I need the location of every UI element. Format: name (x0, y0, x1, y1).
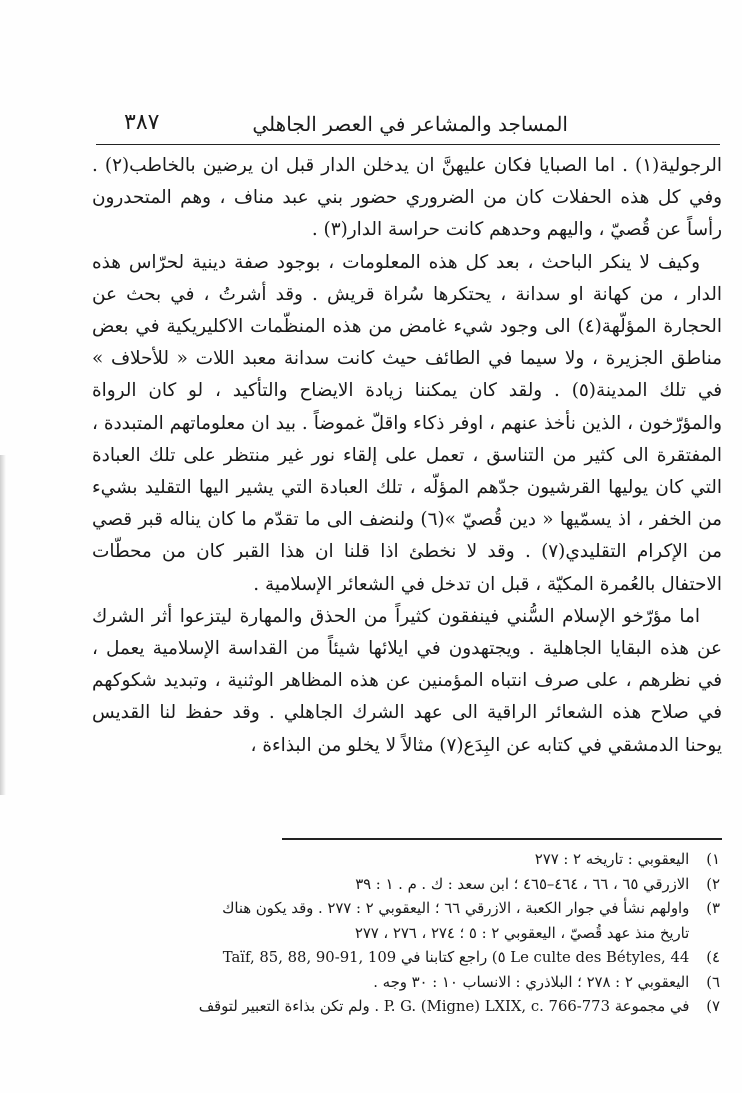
footnote-text: تاريخ منذ عهد قُصيّ ، اليعقوبي ٢ : ٥ ؛ ٢٧٤ ، ٢٧٦ ، ٢٧٧ (354, 924, 690, 942)
footnote (90, 873, 720, 898)
page-number: ٣٨٧ (124, 110, 160, 135)
chapter-title: المساجد والمشاعر في العصر الجاهلي (252, 112, 568, 136)
footnote-continuation (90, 922, 720, 947)
footnote-number: ٦) (706, 973, 720, 991)
main-text (92, 150, 722, 762)
footnotes (90, 848, 720, 1020)
scan-edge-shadow (0, 455, 6, 795)
footnote-number: ١) (706, 851, 720, 868)
footnote-text: Le culte des Bétyles, 44 ٥) راجع كتابنا في Taïf, 85, 88, 90-91, 109 (222, 949, 690, 966)
footnote-text: الازرقي ٦٥ ، ٦٦ ، ٤٦٤–٤٦٥ ؛ ابن سعد : ك . م . ١ : ٣٩ (355, 875, 690, 893)
footnote-separator (282, 838, 722, 840)
paragraph: الرجولية(١) . اما الصبايا فكان عليهنَّ ان يدخلن الدار قبل ان يرضين بالخاطب(٢) . وفي كل هذه الحفلات كان من الضروري حضور بني عبد مناف ، وهم المتحدرون رأساً عن قُصيّ ، واليهم وحدهم كانت حراسة الدار(٣) . (92, 155, 722, 241)
footnote (90, 995, 720, 1020)
paragraph: وكيف لا ينكر الباحث ، بعد كل هذه المعلومات ، بوجود صفة دينية لحرّاس هذه الدار ، من كهانة او سدانة ، يحتكرها سُراة قريش . وقد أشرتُ ، في بحث عن الحجارة المؤلّهة(٤) الى وجود شيء غامض من هذه المنظّمات الاكليريكية في بعض مناطق الجزيرة ، ولا سيما في الطائف حيث كانت سدانة معبد اللات « للأحلاف » في تلك المدينة(٥) . ولقد كان يمكننا زيادة الايضاح والتأكيد ، لو كان الرواة والمؤرّخون ، الذين نأخذ عنهم ، اوفر ذكاء واقلّ غموضاً . بيد ان معلوماتهم المتبددة ، المفتقرة الى كثير من التناسق ، تعمل على إلقاء نور غير منتظر على تلك العبادة التي كان يوليها القرشيون جدّهم المؤلّه ، تلك العبادة التي يشير اليها التقليد بشيء من الخفر ، اذ يسمّيها « دين قُصيّ »(٦) ولنضف الى ما تقدّم ما كان يناله قبر قصي من الإكرام التقليدي(٧) . وقد لا نخطئ اذا قلنا ان هذا القبر كان من محطّات الاحتفال بالعُمرة المكيّة ، قبل ان تدخل في الشعائر الإسلامية . (92, 251, 723, 595)
footnote-text: واولهم نشأ في جوار الكعبة ، الازرقي ٦٦ ؛ اليعقوبي ٢ : ٢٧٧ . وقد يكون هناك (222, 900, 690, 917)
footnote (90, 848, 720, 873)
footnote-number: ٣) (706, 900, 720, 917)
footnote-number: ٢) (706, 875, 720, 893)
footnote-text: اليعقوبي : تاريخه ٢ : ٢٧٧ (534, 851, 690, 868)
footnote-text: اليعقوبي ٢ : ٢٧٨ ؛ البلاذري : الانساب ١٠ : ٣٠ وجه . (373, 973, 690, 991)
footnote (90, 897, 720, 922)
paragraph: اما مؤرّخو الإسلام السُّني فينفقون كثيراً من الحذق والمهارة ليتزعوا أثر الشرك عن هذه البقايا الجاهلية . ويجتهدون في ايلائها شيئاً من القداسة الإسلامية يعمل ، في نظرهم ، على صرف انتباه المؤمنين عن هذه المظاهر الوثنية ، وتبديد شكوكهم في صلاح هذه الشعائر الراقية الى عهد الشرك الجاهلي . وقد حفظ لنا القديس يوحنا الدمشقي في كتابه عن البِدَع(٧) مثالاً لا يخلو من البذاءة ، (92, 605, 722, 756)
running-header (96, 108, 720, 145)
footnote (90, 946, 720, 971)
footnote-text: في مجموعة P. G. (Migne) LXIX, c. 766-773 . ولم تكن بذاءة التعبير لتوقف (198, 998, 690, 1015)
footnote-number: ٧) (706, 998, 720, 1015)
footnote-number: ٤) (706, 949, 720, 966)
footnote (90, 971, 720, 996)
